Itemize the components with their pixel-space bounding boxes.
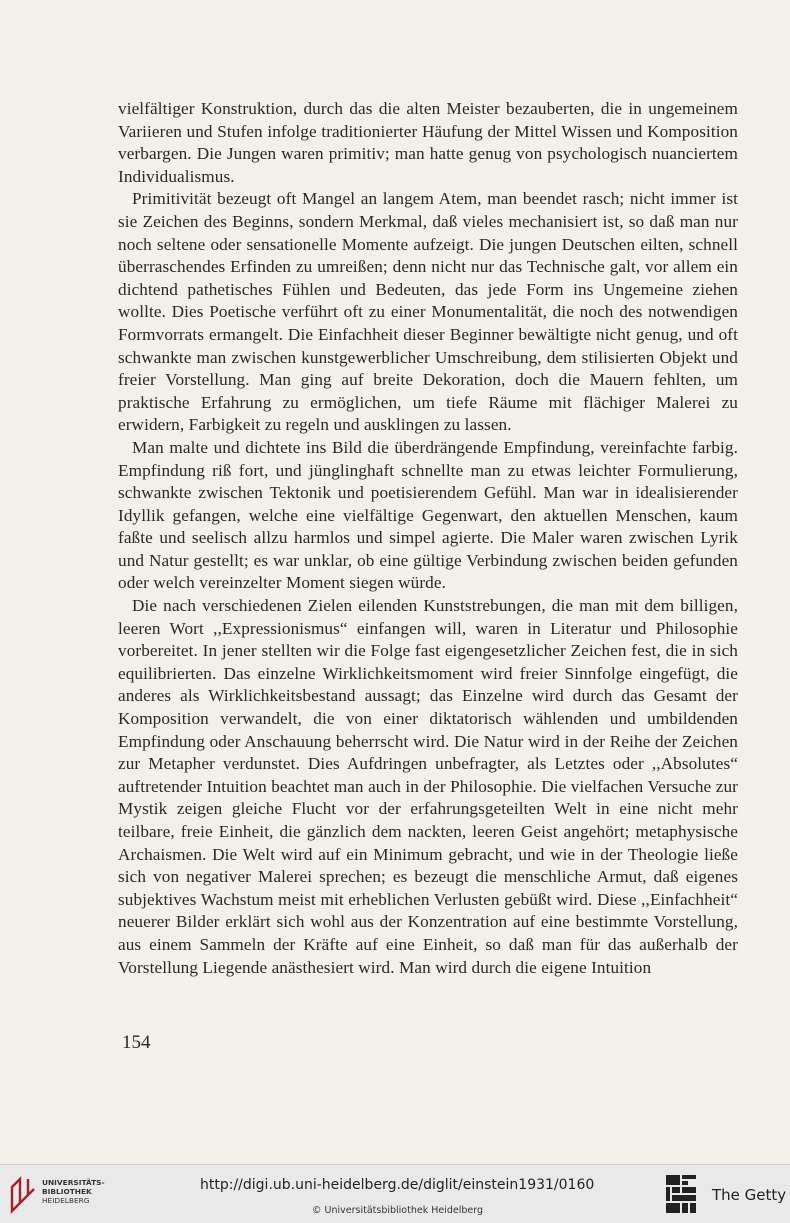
permalink-url[interactable]: http://digi.ub.uni-heidelberg.de/diglit/einstein1931/0160 — [200, 1177, 595, 1193]
library-name: UNIVERSITÄTS- BIBLIOTHEK HEIDELBERG — [42, 1178, 105, 1205]
footer-bar — [0, 1164, 790, 1223]
page-number: 154 — [122, 1032, 151, 1053]
paragraph-1: vielfältiger Konstruktion, durch das die alten Meister bezauberten, die in ungemeinem Variieren und Stufen infolge traditionierter Häufung der Mittel Wissen und Komposition verbargen. Die Jungen waren primitiv; man hatte genug von psychologisch nuanciertem Individualismus. — [118, 99, 738, 186]
paragraph-3: Man malte und dichtete ins Bild die überdrängende Empfindung, vereinfachte farbig. Empfindung riß fort, und jünglinghaft schnellte man zu etwas leichter Formulierung, schwankte zwischen Tektonik und poetisierendem Gefühl. Man war in idealisierender Idyllik gefangen, welche eine vielfältige Gegenwart, den aktuellen Menschen, kaum faßte und seelisch allzu harmlos und simpel agierte. Die Maler waren zwischen Lyrik und Natur gestellt; es war unklar, ob eine gültige Verbindung zwischen beiden gefunden oder welch vereinzelter Moment siegen würde. — [118, 437, 738, 593]
getty-logo-icon — [664, 1173, 698, 1215]
university-library-logo-icon — [8, 1173, 36, 1215]
copyright-notice: © Universitätsbibliothek Heidelberg — [312, 1205, 484, 1216]
paragraph-2: Primitivität bezeugt oft Mangel an langem Atem, man beendet rasch; nicht immer ist sie Zeichen des Beginns, sondern Merkmal, daß vieles mechanisiert ist, so daß man nur noch seltene oder sensationelle Momente aufzeigt. Die jungen Deutschen eilten, schnell überraschendes Erfinden zu umreißen; denn nicht nur das Technische galt, vor allem ein dichtend pathetisches Fühlen und Bedeuten, das jede Form ins Ungemeine ziehen wollte. Dies Poetische verführt oft zu einer Monumentalität, die noch des notwendigen Formvorrats ermangelt. Die Einfachheit dieser Beginner bewältigte nicht genug, und oft schwankte man zwischen kunstgewerblicher Umschreibung, dem stilisierten Objekt und freier Vorstellung. Man ging auf breite Dekoration, doch die Mauern fehlten, um praktische Erfahrung zu ermöglichen, um tiefe Räume mit flächiger Malerei zu erwidern, Farbigkeit zu regeln und ausklingen zu lassen. — [118, 189, 738, 435]
getty-label: The Getty — [712, 1186, 787, 1204]
paragraph-4: Die nach verschiedenen Zielen eilenden Kunststrebungen, die man mit dem billigen, leeren Wort ,,Expressionismus“ einfangen will, waren in Literatur und Philosophie vorbereitet. In jener stellten wir die Folge fast eigengesetzlicher Zeichen fest, die in sich equilibrierten. Das einzelne Wirklichkeitsmoment wird freier Sinnfolge eingefügt, die anderes als Wirklichkeitsbestand aussagt; das Einzelne wird durch das Gesamt der Komposition verwandelt, die von einer diktatorisch wählenden und umbildenden Empfindung oder Anschauung beherrscht wird. Die Natur wird in der Reihe der Zeichen zur Metapher verdunstet. Dies Aufdringen unbefragter, als Letztes oder ,,Absolutes“ auftretender Intuition beachtet man auch in der Philosophie. Die vielfachen Versuche zur Mystik zeigen gleiche Flucht vor der erfahrungsgeteilten Welt in eine nicht mehr teilbare, freie Einheit, die gänzlich dem nackten, leeren Geist angehört; metaphysische Archaismen. Die Welt wird auf ein Minimum gebracht, und wie in der Theologie ließe sich von negativer Malerei sprechen; es bezeugt die menschliche Armut, daß eigenes subjektives Wachstum meist mit erheblichen Verlusten gebüßt wird. Diese ,,Einfachheit“ neuerer Bilder erklärt sich wohl aus der Konzentration auf eine bestimmte Vorstellung, aus einem Sammeln der Kräfte auf eine Einheit, so daß man für das außerhalb der Vorstellung Liegende anästhesiert wird. Man wird durch die eigene Intuition — [118, 596, 738, 977]
body-text — [118, 98, 738, 979]
